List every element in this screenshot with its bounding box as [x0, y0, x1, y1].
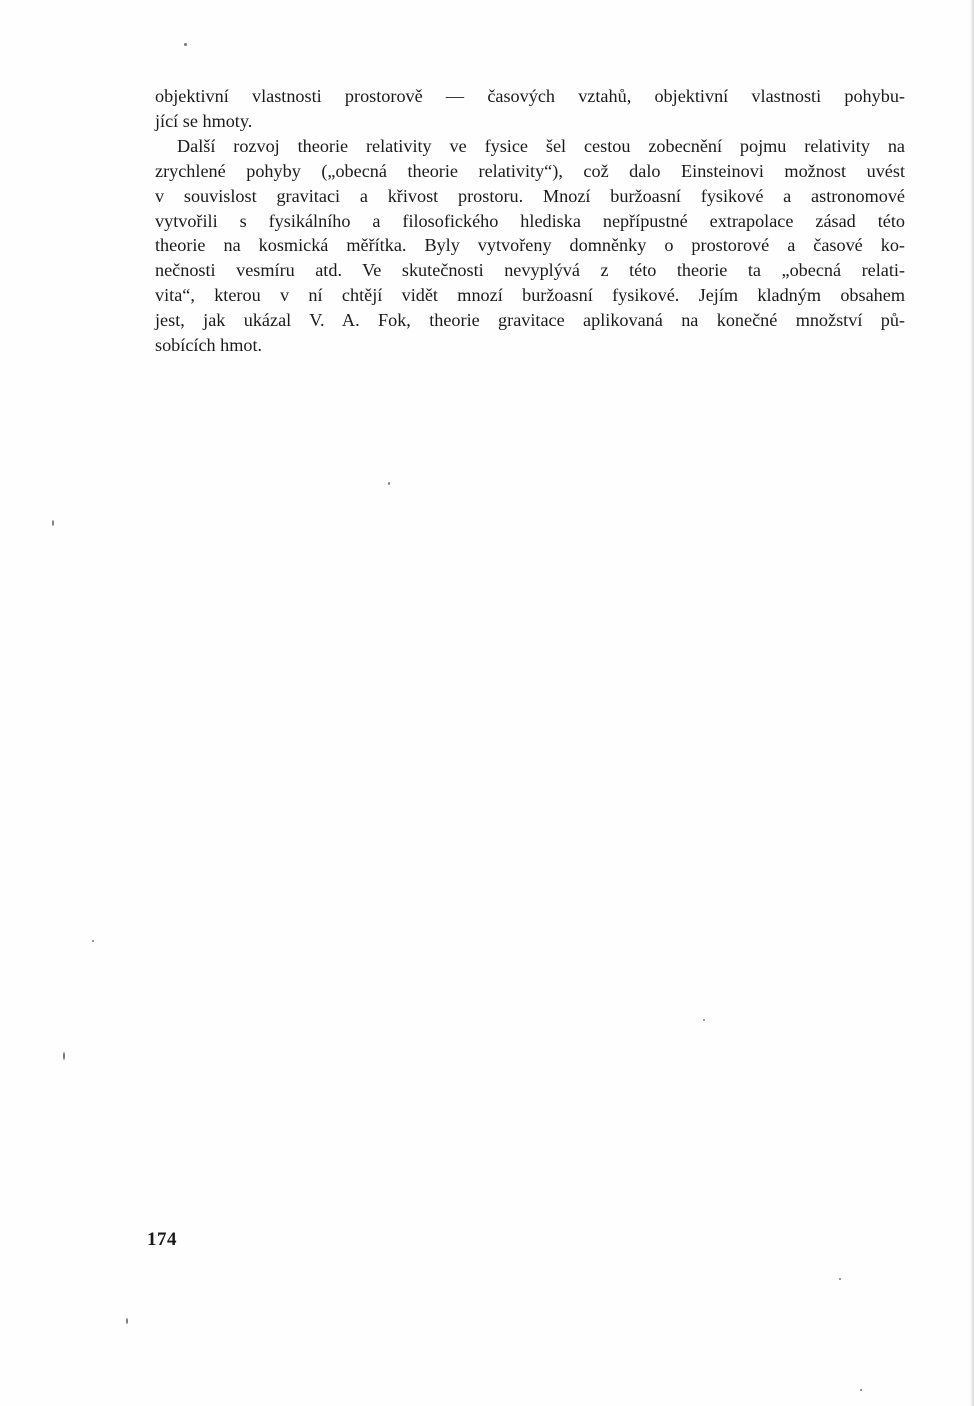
text-line: vita“, kterou v ní chtějí vidět mnozí buržoasní fysikové. Jejím kladným obsahem	[155, 285, 905, 306]
text-line: jest, jak ukázal V. A. Fok, theorie gravitace aplikovaná na konečné množství pů-	[155, 310, 905, 331]
text-line: vytvořili s fysikálního a filosofického hlediska nepřípustné extrapolace zásad této	[155, 210, 905, 231]
scan-speck	[860, 1389, 862, 1391]
scan-speck	[63, 1052, 65, 1060]
text-line: nečnosti vesmíru atd. Ve skutečnosti nevyplývá z této theorie ta „obecná relati-	[155, 260, 905, 281]
paragraph-continuation	[155, 84, 905, 134]
scan-speck	[184, 43, 187, 46]
scan-speck	[703, 1019, 705, 1021]
text-line: sobících hmot.	[155, 335, 263, 356]
text-line: theorie na kosmická měřítka. Byly vytvořeny domněnky o prostorové a časové ko-	[155, 235, 905, 256]
text-line: jící se hmoty.	[155, 110, 253, 131]
page-edge-shadow	[970, 0, 974, 1406]
text-line: v souvislost gravitaci a křivost prostoru. Mnozí buržoasní fysikové a astronomové	[155, 185, 905, 206]
body-text	[155, 84, 905, 358]
text-line: zrychlené pohyby („obecná theorie relativity“), což dalo Einsteinovi možnost uvést	[155, 160, 905, 181]
paragraph-general-relativity	[155, 134, 905, 358]
scan-speck	[126, 1318, 128, 1324]
scan-speck	[839, 1278, 841, 1280]
scan-speck	[388, 482, 390, 485]
scan-speck	[92, 940, 94, 942]
page-number: 174	[147, 1229, 177, 1250]
text-line: Další rozvoj theorie relativity ve fysice šel cestou zobecnění pojmu relativity na	[177, 135, 905, 156]
text-line: objektivní vlastnosti prostorově — časových vztahů, objektivní vlastnosti pohybu-	[155, 86, 905, 106]
scan-speck	[52, 520, 54, 526]
